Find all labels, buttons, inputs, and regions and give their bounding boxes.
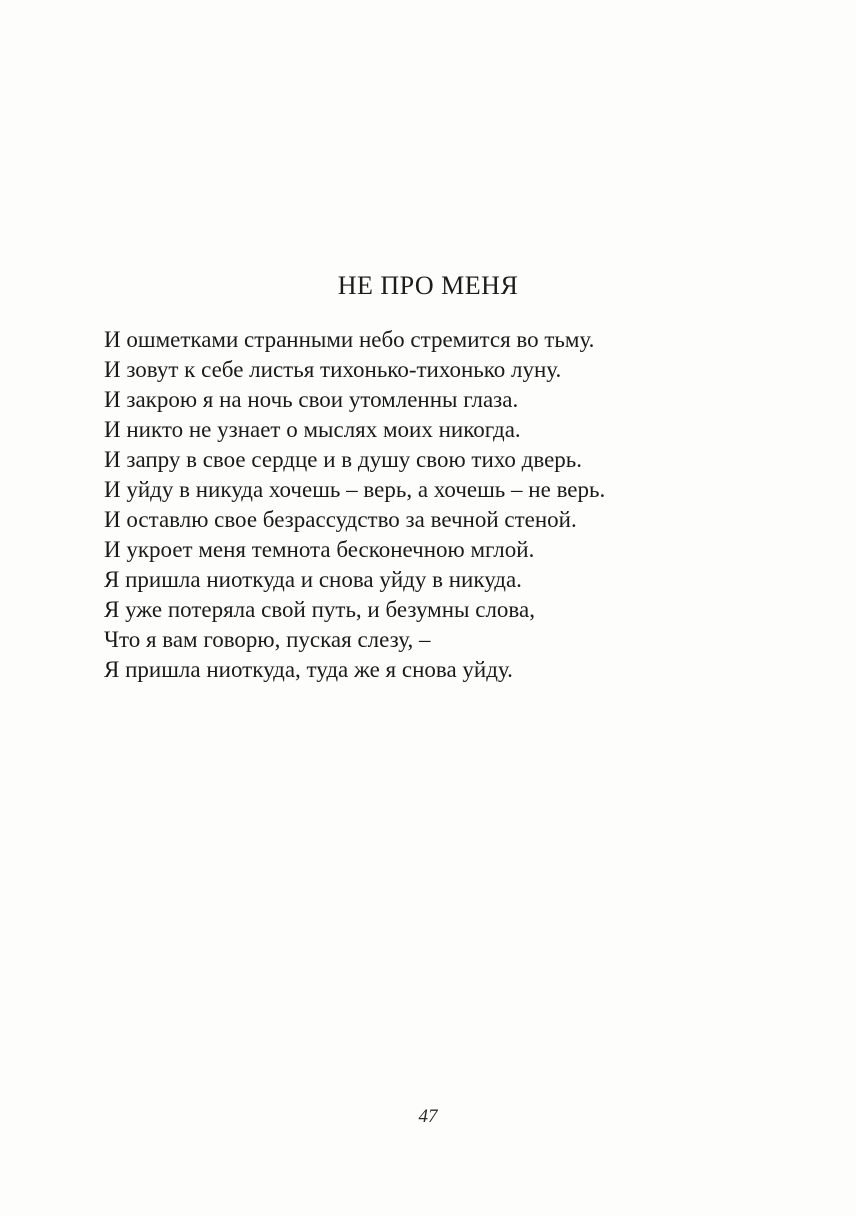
- page-number: 47: [418, 1106, 438, 1127]
- poem-line: И никто не узнает о мыслях моих никогда.: [104, 417, 521, 442]
- poem-line: И закрою я на ночь свои утомленны глаза.: [104, 387, 519, 412]
- poem-line: Я пришла ниоткуда, туда же я снова уйду.: [104, 657, 513, 682]
- poem-line: Я пришла ниоткуда и снова уйду в никуда.: [104, 567, 522, 592]
- poem-line: И ошметками странными небо стремится во тьму.: [104, 327, 595, 352]
- poem-line: И оставлю свое безрассудство за вечной стеной.: [104, 507, 577, 532]
- poem-line: И запру в свое сердце и в душу свою тихо дверь.: [104, 447, 583, 472]
- poem-body: [104, 325, 824, 685]
- poem-line: И укроет меня темнота бесконечною мглой.: [104, 537, 535, 562]
- poem-line: Что я вам говорю, пуская слезу, –: [104, 627, 431, 652]
- poem-line: И уйду в никуда хочешь – верь, а хочешь – не верь.: [104, 477, 606, 502]
- poem-line: И зовут к себе листья тихонько-тихонько луну.: [104, 357, 562, 382]
- poem-line: Я уже потеряла свой путь, и безумны слова,: [104, 597, 535, 622]
- poem-title: НЕ ПРО МЕНЯ: [337, 271, 519, 300]
